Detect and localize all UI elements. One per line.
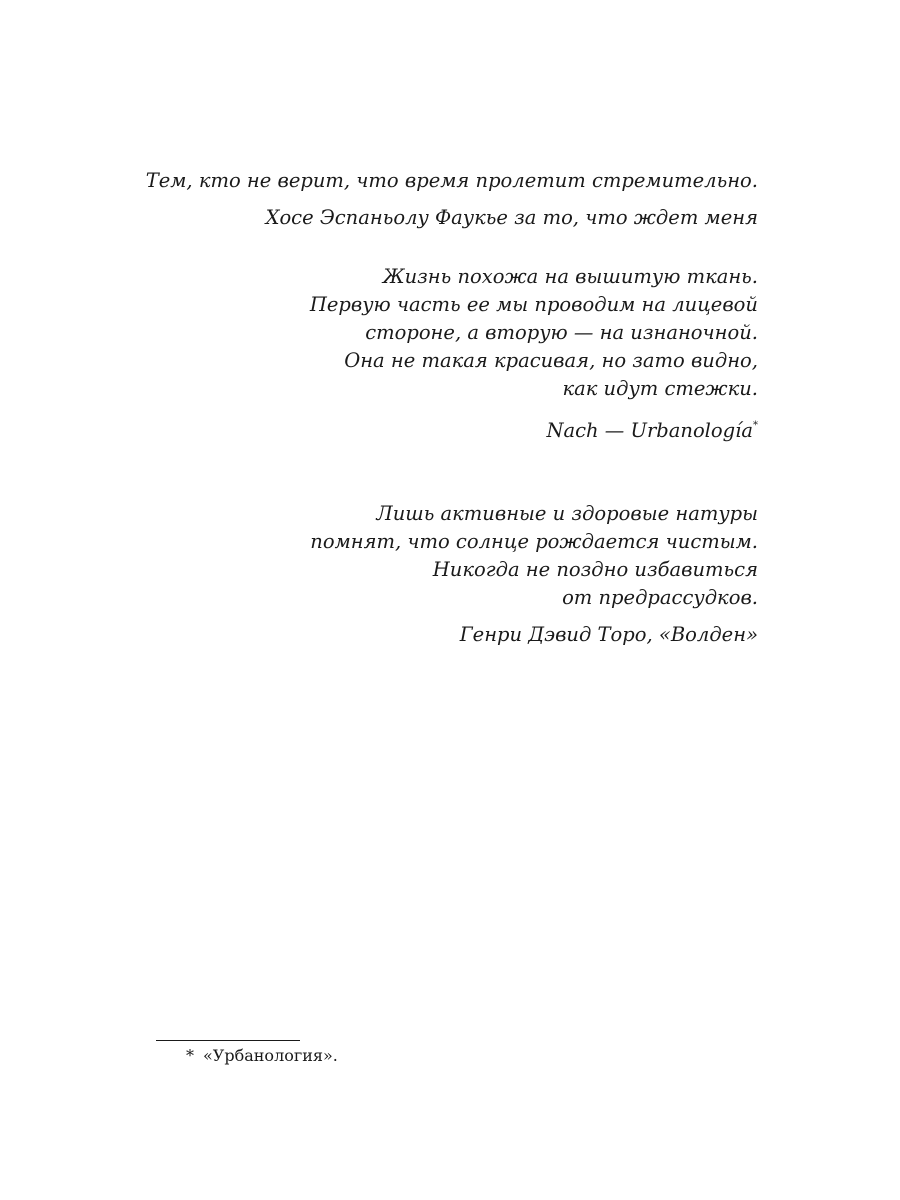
- footnote-mark: *: [186, 1046, 194, 1065]
- footnote-reference-mark: *: [753, 420, 758, 431]
- epigraph-2-line: помнят, что солнце рождается чистым.: [310, 530, 758, 553]
- footnote: [186, 1045, 338, 1067]
- epigraph-1-attribution: [310, 412, 758, 445]
- epigraph-1-line: стороне, а вторую — на изнаночной.: [365, 321, 758, 344]
- epigraph-2-attribution: Генри Дэвид Торо, «Волден»: [459, 623, 758, 646]
- footnote-divider: [156, 1040, 300, 1041]
- epigraph-1-line: Она не такая красивая, но зато видно,: [344, 349, 758, 372]
- dedication-1: Тем, кто не верит, что время пролетит стремительно.: [145, 169, 758, 192]
- epigraph-1: [310, 263, 758, 445]
- epigraph-2: [310, 500, 758, 649]
- epigraph-2-line: от предрассудков.: [562, 586, 758, 609]
- epigraph-1-line: как идут стежки.: [562, 377, 758, 400]
- epigraph-1-line: Жизнь похожа на вышитую ткань.: [382, 265, 758, 288]
- epigraph-2-line: Никогда не поздно избавиться: [432, 558, 758, 581]
- epigraph-2-line: Лишь активные и здоровые натуры: [376, 502, 758, 525]
- epigraph-1-line: Первую часть ее мы проводим на лицевой: [309, 293, 758, 316]
- dedication-2: Хосе Эспаньолу Фаукье за то, что ждет меня: [265, 206, 758, 229]
- epigraph-1-work: Urbanología: [630, 419, 753, 442]
- epigraph-1-author: Nach —: [546, 419, 631, 442]
- dedications: [146, 167, 758, 232]
- footnote-text: «Урбанология».: [203, 1046, 338, 1065]
